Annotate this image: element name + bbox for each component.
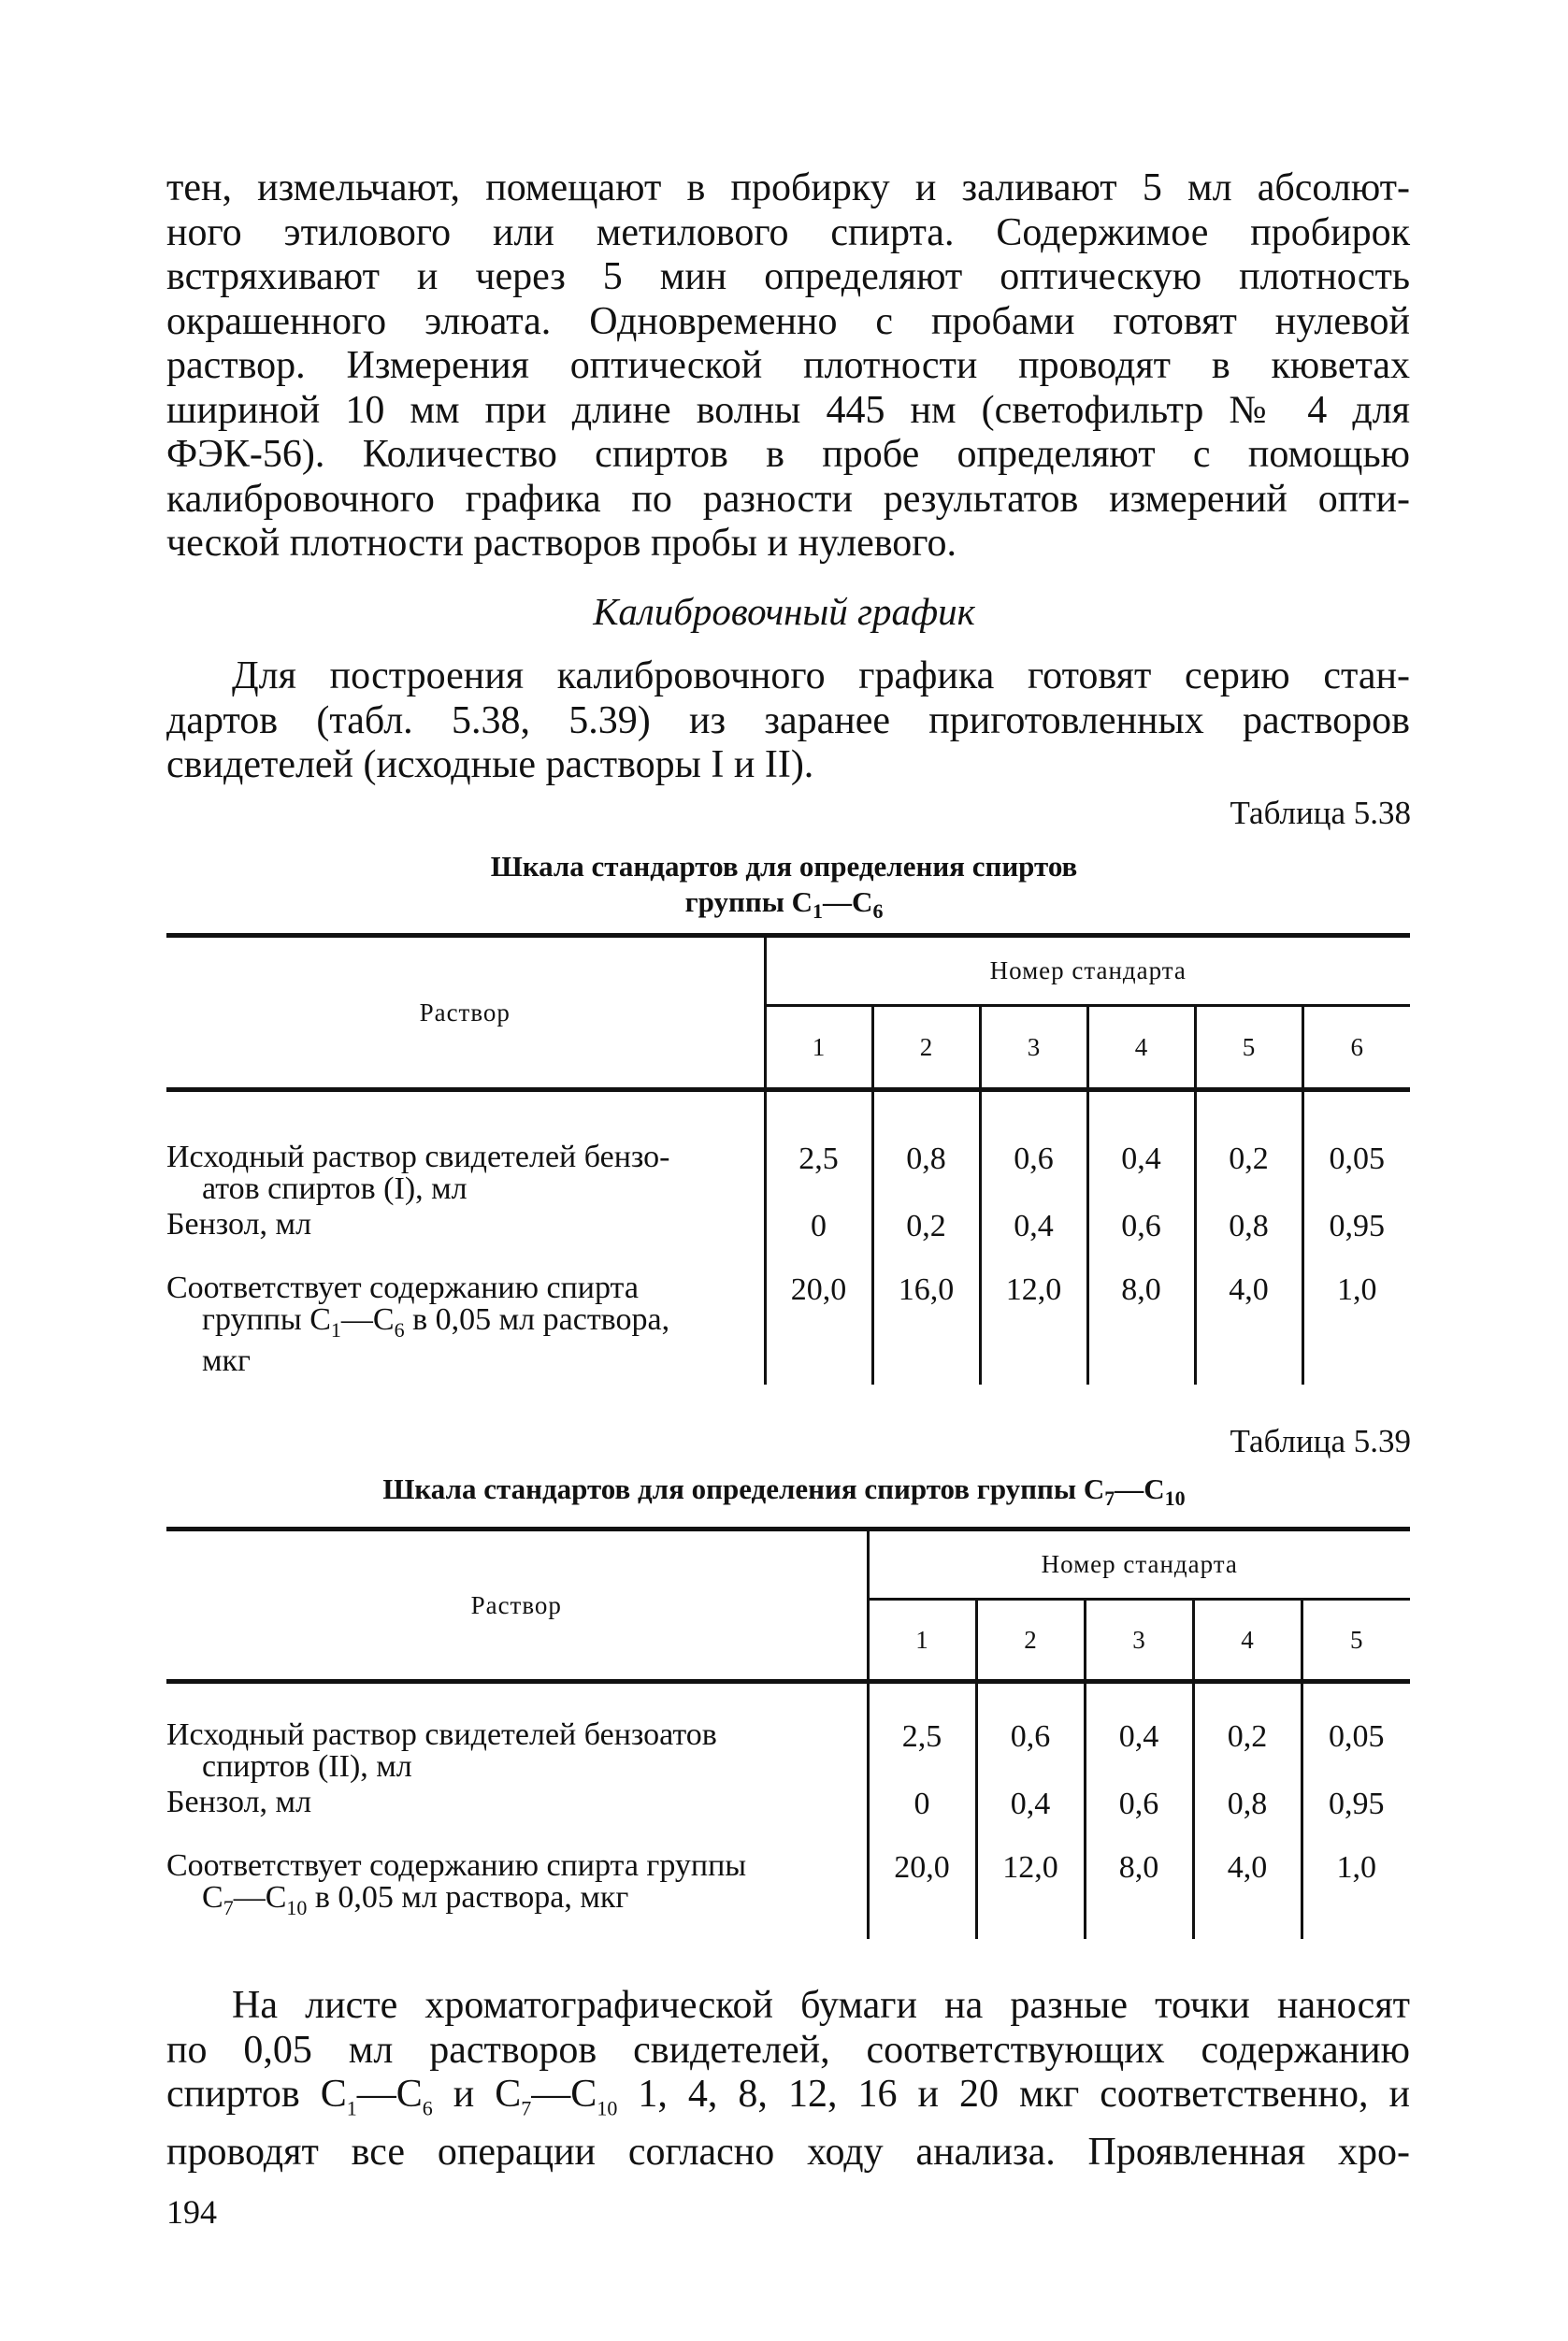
- table2-caption: [0, 1472, 1568, 1516]
- spacer: [166, 1682, 868, 1719]
- row-label-line: [166, 1301, 764, 1346]
- cell: 0,2: [1193, 1719, 1302, 1787]
- table2-group-header: Номер стандарта: [868, 1530, 1410, 1600]
- intro-line: шириной 10 мм при длине волны 445 нм (светофильтр № 4 для: [166, 388, 1410, 432]
- table-row: [166, 1142, 1410, 1209]
- table1-num: 6: [1302, 1006, 1410, 1090]
- caption-text: Шкала стандартов для определения спиртов группы C: [382, 1472, 1105, 1505]
- table-row: [166, 1787, 1410, 1850]
- table2-label: Таблица 5.39: [1230, 1423, 1411, 1459]
- label-sub: 10: [286, 1895, 308, 1919]
- table1-num: 3: [980, 1006, 1087, 1090]
- cell: 12,0: [976, 1850, 1085, 1939]
- cell: 0,2: [1195, 1142, 1302, 1209]
- closing-line: [166, 2073, 1410, 2131]
- table2: [166, 1527, 1410, 1939]
- label-sub: 1: [330, 1317, 341, 1342]
- table-row: [166, 1850, 1410, 1939]
- row-label-line: Соответствует содержанию спирта группы: [166, 1847, 747, 1883]
- cell: 1,0: [1302, 1850, 1410, 1939]
- row-label: Бензол, мл: [166, 1784, 312, 1819]
- cell: 1,0: [1302, 1272, 1410, 1385]
- spacer: [765, 1090, 872, 1142]
- intro-line: тен, измельчают, помещают в пробирку и заливают 5 мл абсолют-: [166, 166, 1410, 209]
- cell: 0: [868, 1787, 976, 1850]
- table1-num: 4: [1087, 1006, 1195, 1090]
- closing-sub: 6: [422, 2096, 433, 2120]
- intro-line: раствор. Измерения оптической плотности проводят в кюветах: [166, 344, 1410, 387]
- closing-text: —C: [356, 2073, 423, 2116]
- spacer: [980, 1090, 1087, 1142]
- table1-caption-line1: Шкала стандартов для определения спиртов: [490, 850, 1078, 883]
- cell: 20,0: [765, 1272, 872, 1385]
- table-row: [166, 1719, 1410, 1787]
- spacer: [1087, 1090, 1195, 1142]
- row-label-line: Соответствует содержанию спирта: [166, 1270, 639, 1305]
- row-label-line: Исходный раствор свидетелей бензоатов: [166, 1716, 717, 1752]
- label-sub: 7: [223, 1895, 234, 1919]
- table-row: [166, 1209, 1410, 1272]
- cell: 0,6: [976, 1719, 1085, 1787]
- row-label: [166, 1716, 868, 1787]
- cell: 0,6: [1085, 1787, 1193, 1850]
- caption-sub: 7: [1104, 1486, 1115, 1511]
- spacer: [1195, 1090, 1302, 1142]
- intro-line: ФЭК-56). Количество спиртов в пробе определяют с помощью: [166, 433, 1410, 476]
- section-paragraph: [166, 654, 1410, 788]
- cell: 8,0: [1087, 1272, 1195, 1385]
- table-row: [166, 1272, 1410, 1385]
- row-label-line: мкг: [202, 1343, 251, 1379]
- caption-sub: 6: [872, 899, 884, 924]
- label-text: группы C: [202, 1301, 331, 1337]
- row-label-line: [166, 1879, 867, 1924]
- closing-text: 1, 4, 8, 12, 16 и 20 мкг соответственно, и: [617, 2073, 1410, 2116]
- table1-num: 1: [765, 1006, 872, 1090]
- intro-line: встряхивают и через 5 мин определяют оптическую плотность: [166, 255, 1410, 298]
- label-text: в 0,05 мл раствора, мкг: [307, 1879, 629, 1915]
- closing-text: —C: [531, 2073, 597, 2116]
- closing-line: На листе хроматографической бумаги на разные точки наносят: [232, 1984, 1410, 2027]
- table1-num: 5: [1195, 1006, 1302, 1090]
- cell: 20,0: [868, 1850, 976, 1939]
- caption-sub: 1: [813, 899, 824, 924]
- row-label: Бензол, мл: [166, 1206, 312, 1242]
- closing-line: по 0,05 мл растворов свидетелей, соответствующих содержанию: [166, 2028, 1410, 2072]
- table1-num: 2: [872, 1006, 980, 1090]
- row-label-line: атов спиртов (I), мл: [202, 1170, 468, 1206]
- cell: 2,5: [765, 1142, 872, 1209]
- spacer: [1302, 1090, 1410, 1142]
- row-label: [166, 1847, 868, 1939]
- cell: 4,0: [1193, 1850, 1302, 1939]
- cell: 0,8: [1195, 1209, 1302, 1272]
- cell: 0,95: [1302, 1787, 1410, 1850]
- closing-text: и C: [432, 2073, 522, 2116]
- table1-col-header: Раствор: [419, 998, 511, 1027]
- page-number: 194: [166, 2193, 217, 2231]
- spacer: [872, 1090, 980, 1142]
- spacer: [1085, 1682, 1193, 1719]
- table1-label: Таблица 5.38: [1230, 795, 1411, 831]
- closing-text: спиртов C: [166, 2073, 347, 2116]
- closing-sub: 1: [346, 2096, 357, 2120]
- label-text: —C: [340, 1301, 395, 1337]
- section-line: дартов (табл. 5.38, 5.39) из заранее приготовленных растворов: [166, 698, 1410, 742]
- caption-text: —C: [823, 885, 873, 918]
- table2-col-header: Раствор: [470, 1590, 562, 1619]
- spacer: [976, 1682, 1085, 1719]
- cell: 0: [765, 1209, 872, 1272]
- cell: 0,4: [1085, 1719, 1193, 1787]
- row-label: [166, 1139, 765, 1209]
- table1-group-header: Номер стандарта: [765, 936, 1410, 1006]
- cell: 0,6: [980, 1142, 1087, 1209]
- table2-num: 2: [976, 1600, 1085, 1682]
- row-label: [166, 1272, 765, 1385]
- row-label-line: Исходный раствор свидетелей бензо-: [166, 1139, 670, 1174]
- spacer: [1302, 1682, 1410, 1719]
- cell: 0,4: [980, 1209, 1087, 1272]
- cell: 0,05: [1302, 1719, 1410, 1787]
- closing-sub: 7: [521, 2096, 532, 2120]
- spacer: [1193, 1682, 1302, 1719]
- label-sub: 6: [394, 1317, 405, 1342]
- table2-num: 1: [868, 1600, 976, 1682]
- cell: 0,05: [1302, 1142, 1410, 1209]
- closing-sub: 10: [597, 2096, 618, 2120]
- label-text: C: [202, 1879, 223, 1915]
- section-line: Для построения калибровочного графика готовят серию стан-: [232, 654, 1410, 697]
- cell: 12,0: [980, 1272, 1087, 1385]
- cell: 0,95: [1302, 1209, 1410, 1272]
- intro-line: ческой плотности растворов пробы и нулевого.: [166, 522, 957, 565]
- table1-caption: [0, 849, 1568, 929]
- table1-caption-line2: [0, 884, 1568, 929]
- table2-num: 4: [1193, 1600, 1302, 1682]
- cell: 2,5: [868, 1719, 976, 1787]
- cell: 0,4: [1087, 1142, 1195, 1209]
- table2-num: 5: [1302, 1600, 1410, 1682]
- label-text: —C: [233, 1879, 287, 1915]
- caption-text: группы C: [684, 885, 813, 918]
- cell: 16,0: [872, 1272, 980, 1385]
- row-label-line: спиртов (II), мл: [202, 1748, 412, 1784]
- section-line: свидетелей (исходные растворы I и II).: [166, 743, 814, 786]
- label-text: в 0,05 мл раствора,: [404, 1301, 670, 1337]
- cell: 0,6: [1087, 1209, 1195, 1272]
- closing-line: проводят все операции согласно ходу анализа. Проявленная хро-: [166, 2130, 1410, 2174]
- section-title: Калибровочный график: [593, 590, 975, 633]
- closing-paragraph: [166, 1984, 1410, 2175]
- spacer: [868, 1682, 976, 1719]
- intro-line: окрашенного элюата. Одновременно с пробами готовят нулевой: [166, 299, 1410, 343]
- intro-paragraph: [166, 166, 1410, 567]
- intro-line: ного этилового или метилового спирта. Содержимое пробирок: [166, 210, 1410, 254]
- spacer: [166, 1090, 765, 1142]
- cell: 0,2: [872, 1209, 980, 1272]
- table2-num: 3: [1085, 1600, 1193, 1682]
- cell: 4,0: [1195, 1272, 1302, 1385]
- cell: 0,8: [1193, 1787, 1302, 1850]
- caption-sub: 10: [1164, 1486, 1186, 1511]
- intro-line: калибровочного графика по разности результатов измерений опти-: [166, 477, 1410, 521]
- caption-text: —C: [1115, 1472, 1165, 1505]
- table1: [166, 933, 1410, 1385]
- cell: 8,0: [1085, 1850, 1193, 1939]
- cell: 0,8: [872, 1142, 980, 1209]
- cell: 0,4: [976, 1787, 1085, 1850]
